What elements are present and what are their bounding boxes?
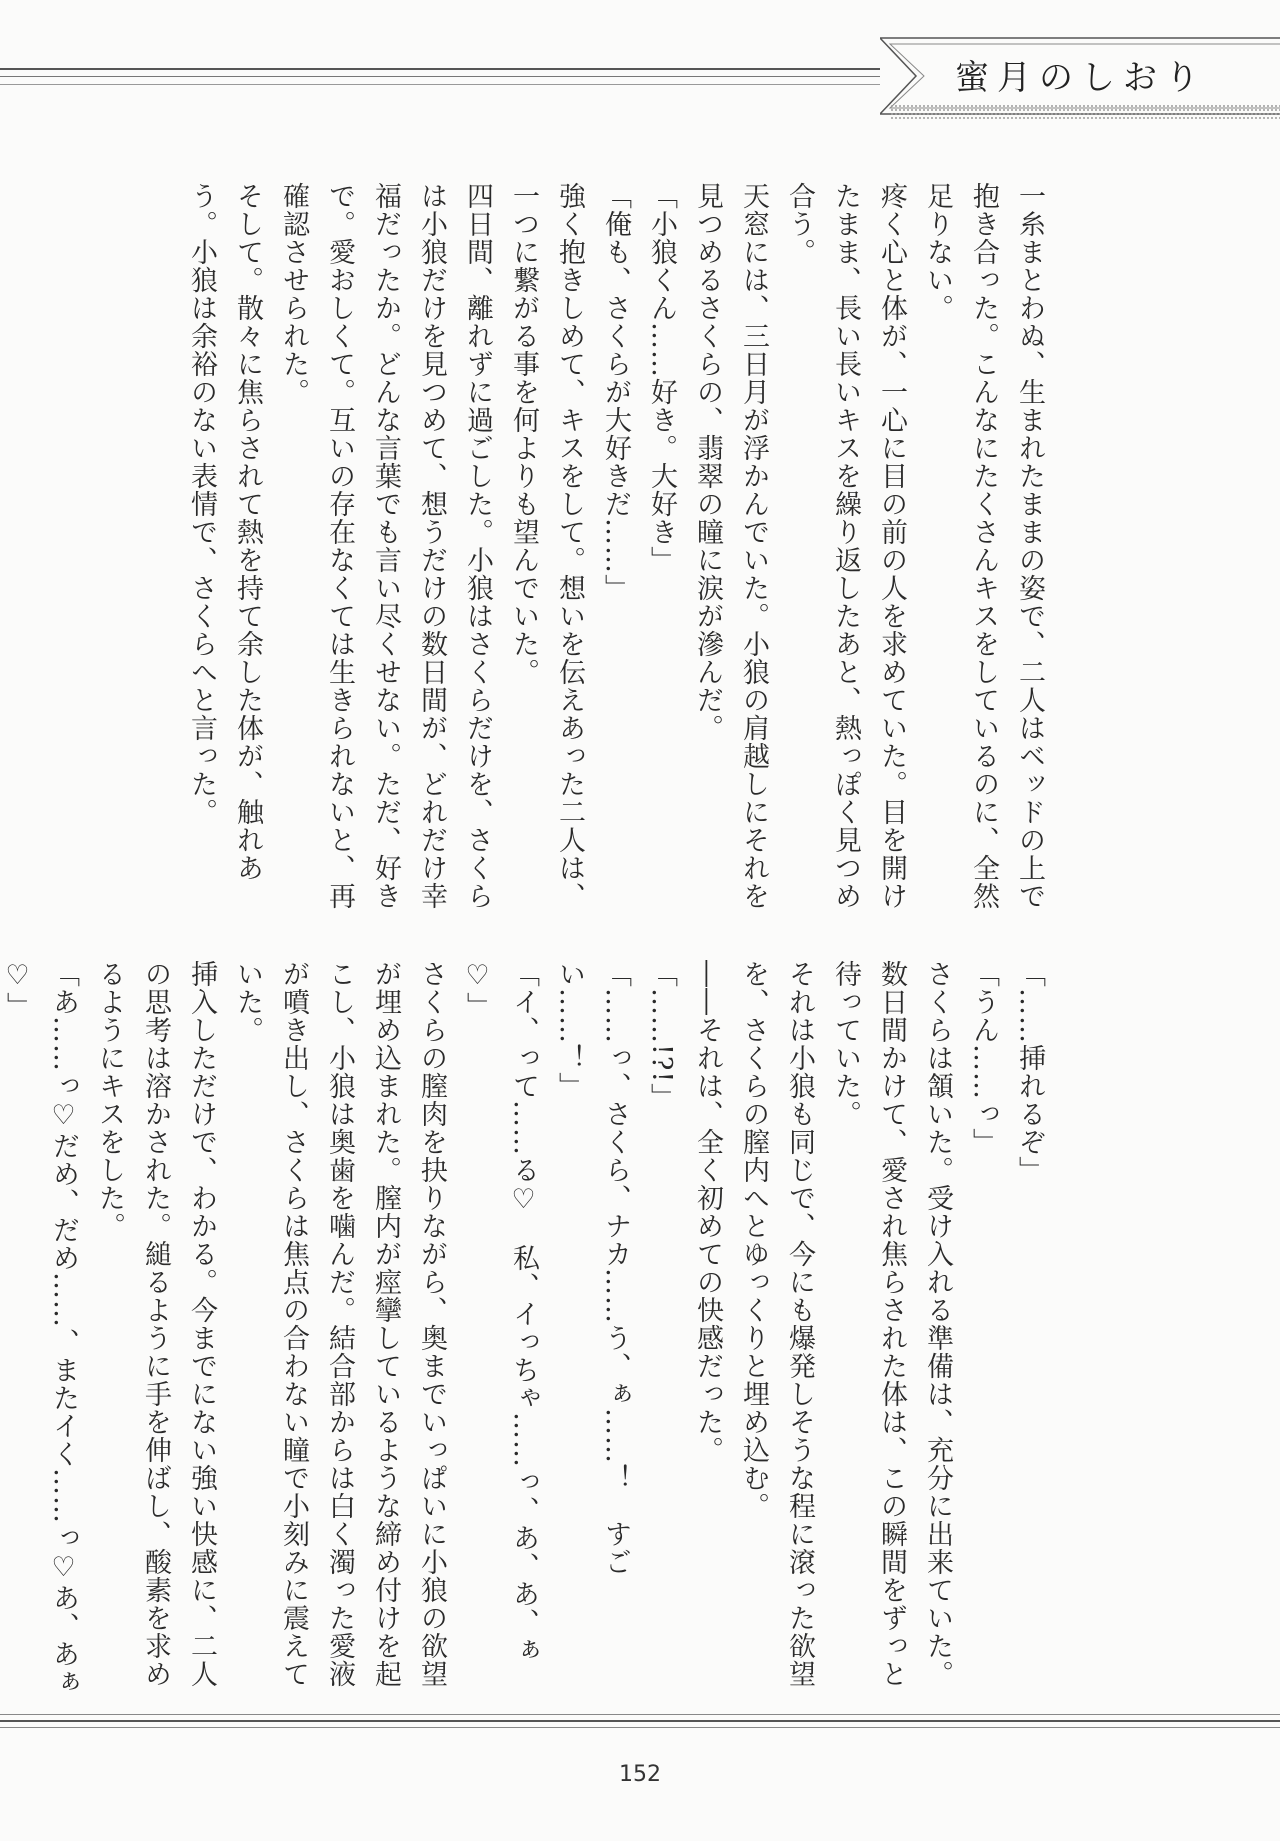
- dialogue-line: 「俺も、さくらが大好きだ……」: [600, 182, 631, 602]
- paragraph: 挿入しただけで、わかる。今までにない強い快感に、二人の思考は溶かされた。縋るように手を伸ばし、酸素を求めるようにキスをした。: [94, 960, 217, 1688]
- paragraph: それは小狼も同じで、今にも爆発しそうな程に滾った欲望を、さくらの膣内へとゆっくりと埋め込む。: [738, 960, 815, 1688]
- dialogue-line: 「……!?!」: [646, 960, 677, 1112]
- dialogue-line: 「イ、って……る♡ 私、イっちゃ……っ、あ、あ、ぁ♡」: [462, 960, 539, 1664]
- header-rule: [0, 68, 880, 70]
- running-title: 蜜月のしおり: [955, 58, 1207, 98]
- dialogue-line: 「……挿れるぞ」: [1014, 960, 1045, 1184]
- paragraph: ――それは、全く初めての快感だった。: [692, 960, 723, 1464]
- dialogue-line: 「あ……っ♡だめ、だめ……、またイく……っ♡あ、あぁ♡」: [2, 960, 79, 1696]
- paragraph: 強く抱きしめて、キスをして。想いを伝えあった二人は、一つに繋がる事を何よりも望んでいた。: [508, 182, 585, 910]
- paragraph: 疼く心と体が、一心に目の前の人を求めていた。目を開けたまま、長い長いキスを繰り返したあと、熱っぽく見つめ合う。: [784, 182, 907, 910]
- text-block-bottom: [2, 960, 1052, 1700]
- footer-rule: [0, 1727, 1280, 1728]
- header-rule: [0, 76, 880, 77]
- page-number: 152: [619, 1762, 661, 1787]
- paragraph: 天窓には、三日月が浮かんでいた。小狼の肩越しにそれを見つめるさくらの、翡翠の瞳に涙が滲んだ。: [692, 182, 769, 910]
- footer-rule: [0, 1714, 1280, 1715]
- header-rule: [0, 84, 880, 85]
- paragraph: 四日間、離れずに過ごした。小狼はさくらだけを、さくらは小狼だけを見つめて、想うだけの数日間が、どれだけ幸福だったか。どんな言葉でも言い尽くせない。ただ、好きで。愛おしくて。互いの存在なくては生きられないと、再確認させられた。: [278, 182, 493, 910]
- paragraph: さくらの膣肉を抉りながら、奥までいっぱいに小狼の欲望が埋め込まれた。膣内が痙攣しているような締め付けを起こし、小狼は奥歯を噛んだ。結合部からは白く濁った愛液が噴き出し、さくらは焦点の合わない瞳で小刻みに震えていた。: [232, 960, 447, 1688]
- paragraph: そして。散々に焦らされて熱を持て余した体が、触れあう。小狼は余裕のない表情で、さくらへと言った。: [186, 182, 263, 882]
- text-block-top: [132, 182, 1052, 922]
- dialogue-line: 「小狼くん……好き。大好き」: [646, 182, 677, 574]
- paragraph: 一糸まとわぬ、生まれたままの姿で、二人はベッドの上で抱き合った。こんなにたくさんキスをしているのに、全然足りない。: [922, 182, 1045, 910]
- dialogue-line: 「うん……っ」: [968, 960, 999, 1156]
- dialogue-line: 「……っ、さくら、ナカ……う、ぁ……！ すごい……！」: [554, 960, 631, 1576]
- paragraph: さくらは頷いた。受け入れる準備は、充分に出来ていた。数日間かけて、愛され焦らされた体は、この瞬間をずっと待っていた。: [830, 960, 953, 1688]
- footer-rule: [0, 1720, 1280, 1722]
- header-dot-band: [890, 104, 1280, 120]
